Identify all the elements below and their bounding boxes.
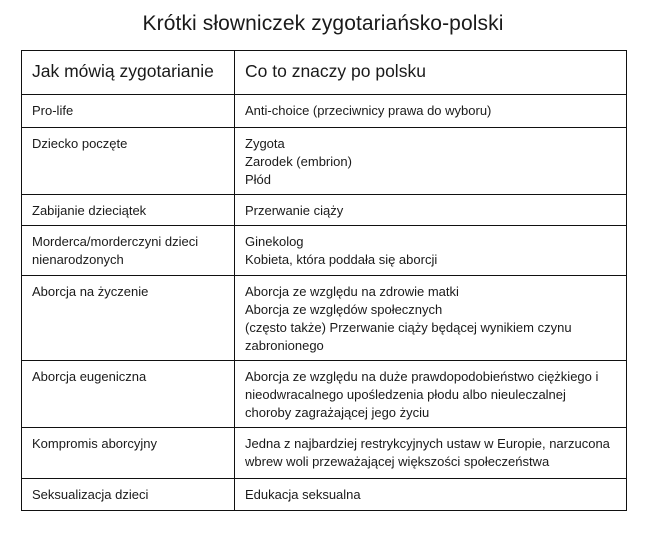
term-cell	[22, 128, 235, 195]
meaning-line: Aborcja ze względu na zdrowie matki	[245, 284, 459, 299]
term-text: Aborcja na życzenie	[32, 284, 149, 299]
meaning-line: Zygota	[245, 136, 285, 151]
term-cell	[22, 479, 235, 511]
term-cell	[22, 226, 235, 276]
meaning-line: Anti-choice (przeciwnicy prawa do wyboru)	[245, 103, 492, 118]
table-row	[22, 195, 627, 226]
glossary-table	[21, 50, 627, 511]
term-text: Zabijanie dzieciątek	[32, 203, 147, 218]
meaning-cell	[235, 361, 627, 428]
term-text: Pro-life	[32, 103, 74, 118]
meaning-cell	[235, 479, 627, 511]
meaning-line: Zarodek (embrion)	[245, 154, 352, 169]
term-cell	[22, 276, 235, 361]
term-cell	[22, 361, 235, 428]
meaning-cell	[235, 195, 627, 226]
table-row	[22, 128, 627, 195]
meaning-line: (często także) Przerwanie ciąży będącej wynikiem czynu	[245, 320, 572, 335]
term-cell	[22, 195, 235, 226]
meaning-cell	[235, 428, 627, 479]
meaning-line: Aborcja ze względów społecznych	[245, 302, 443, 317]
meaning-line: Edukacja seksualna	[245, 487, 361, 502]
term-text: Morderca/morderczyni dzieci	[32, 234, 199, 249]
table-row	[22, 95, 627, 128]
table-body	[22, 95, 627, 511]
meaning-line: Ginekolog	[245, 234, 304, 249]
meaning-cell	[235, 95, 627, 128]
table-row	[22, 428, 627, 479]
meaning-line: Jedna z najbardziej restrykcyjnych ustaw w Europie, narzucona	[245, 436, 610, 451]
term-text: Dziecko poczęte	[32, 136, 128, 151]
meaning-line: zabronionego	[245, 338, 324, 353]
term-text: Seksualizacja dzieci	[32, 487, 149, 502]
table-row	[22, 226, 627, 276]
meaning-line: choroby zagrażającej jego życiu	[245, 405, 430, 420]
term-cell	[22, 95, 235, 128]
meaning-line: Przerwanie ciąży	[245, 203, 344, 218]
term-text: nienarodzonych	[32, 252, 124, 267]
meaning-line: Kobieta, która poddała się aborcji	[245, 252, 438, 267]
term-text: Aborcja eugeniczna	[32, 369, 147, 384]
term-cell	[22, 428, 235, 479]
header-row	[22, 51, 627, 95]
meaning-cell	[235, 276, 627, 361]
table-row	[22, 479, 627, 511]
meaning-line: Aborcja ze względu na duże prawdopodobieństwo ciężkiego i	[245, 369, 599, 384]
meaning-cell	[235, 226, 627, 276]
page-title: Krótki słowniczek zygotariańsko-polski	[142, 12, 504, 35]
meaning-line: Płód	[245, 172, 272, 187]
table-row	[22, 276, 627, 361]
meaning-line: wbrew woli przeważającej większości społeczeństwa	[245, 454, 550, 469]
table-row	[22, 361, 627, 428]
meaning-line: nieodwracalnego upośledzenia płodu albo nieuleczalnej	[245, 387, 566, 402]
table-header	[22, 51, 627, 95]
column-header-meaning: Co to znaczy po polsku	[235, 51, 627, 95]
meaning-cell	[235, 128, 627, 195]
column-header-term: Jak mówią zygotarianie	[22, 51, 235, 95]
term-text: Kompromis aborcyjny	[32, 436, 157, 451]
